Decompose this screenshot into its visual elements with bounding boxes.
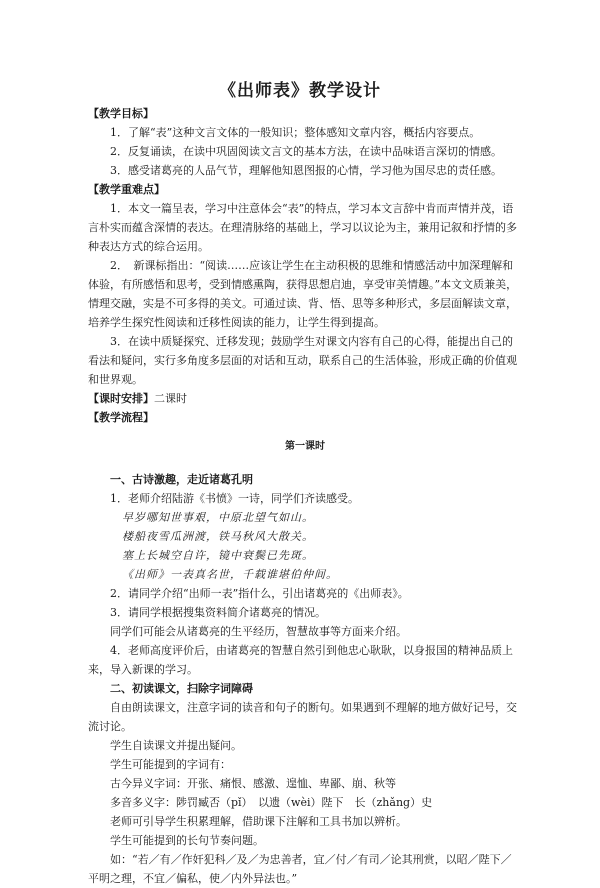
paragraph: 自由朗读课文，注意字词的读音和句子的断句。如果遇到不理解的地方做好记号，交流讨论。 [88, 701, 517, 733]
section-item: 3．请同学根据搜集资料简介诸葛亮的情况。 [110, 606, 326, 619]
goals-heading: 【教学目标】 [88, 107, 154, 120]
process-heading: 【教学流程】 [88, 411, 154, 424]
paragraph: 多音多义字：陟罚臧否（pǐ） 以遗（wèi）陛下 长（zhǎng）史 [110, 796, 433, 809]
section-item: 4．老师高度评价后，由诸葛亮的智慧自然引到他忠心耿耿，以身报国的精神品质上来，导入新课的学习。 [88, 644, 513, 676]
keypoint-item: 1．本文一篇呈表，学习中注意体会“表”的特点，学习本文言辞中肯而声情并茂，语言朴实而蕴含深情的表达。在理清脉络的基础上，学习以议论为主，兼用记叙和抒情的多种表达方式的综合运用。 [88, 202, 517, 253]
keypoint-item: 3．在读中质疑探究、迁移发现；鼓励学生对课文内容有自己的心得，能提出自己的看法和疑问，实行多角度多层面的对话和互动，联系自己的生活体验，形成正确的价值观和世界观。 [88, 335, 517, 386]
section-note: 同学们可能会从诸葛亮的生平经历，智慧故事等方面来介绍。 [110, 625, 407, 638]
page-title: 《出师表》教学设计 [219, 81, 381, 101]
goal-item: 3．感受诸葛亮的人品气节，理解他知恩图报的心情，学习他为国尽忠的责任感。 [110, 164, 502, 177]
goal-item: 1．了解“表”这种文言文体的一般知识；整体感知文章内容，概括内容要点。 [110, 126, 481, 139]
paragraph: 如：“若／有／作奸犯科／及／为忠善者，宜／付／有司／论其刑赏，以昭／陛下／平明之理，不宜／偏私，使／内外异法也。” [88, 853, 512, 885]
schedule-line [88, 389, 522, 408]
section-item: 1．老师介绍陆游《书愤》一诗，同学们齐读感受。 [110, 492, 359, 505]
schedule-value: 二课时 [154, 392, 187, 405]
goal-item: 2．反复诵读，在读中巩固阅读文言文的基本方法，在读中品味语言深切的情感。 [110, 145, 502, 158]
paragraph: 学生自读课文并提出疑问。 [110, 739, 242, 752]
section-heading: 一、古诗激趣，走近诸葛孔明 [110, 473, 253, 486]
paragraph: 老师可引导学生积累理解，借助课下注解和工具书加以辨析。 [110, 815, 407, 828]
keypoint-item: 2． 新课标指出：“阅读……应该让学生在主动积极的思维和情感活动中加深理解和体验，有所感悟和思考，受到情感熏陶，获得思想启迪，享受审美情趣。”本文文质兼美，情理交融，实是不可多得的美文。可通过读、背、悟、思等多种形式，多层面解读文章，培养学生探究性阅读和迁移性阅读的能力，让学生得到提高。 [88, 259, 518, 329]
paragraph: 学生可能提到的长句节奏问题。 [110, 834, 264, 847]
poem-line: 早岁哪知世事艰，中原北望气如山。 [122, 511, 314, 524]
keypoints-heading: 【教学重难点】 [88, 183, 165, 196]
poem-line: 楼船夜雪瓜洲渡，铁马秋风大散关。 [122, 530, 314, 543]
paragraph: 学生可能提到的字词有： [110, 758, 231, 771]
section-heading: 二、初读课文，扫除字词障碍 [110, 682, 253, 695]
document-body [88, 104, 522, 888]
schedule-heading: 【课时安排】 [88, 392, 154, 405]
poem-line: 《出师》一表真名世，千载谁堪伯仲间。 [122, 568, 338, 581]
paragraph: 古今异义字词：开张、痛恨、感激、遑恤、卑鄙、崩、秋等 [110, 777, 396, 790]
lesson-heading: 第一课时 [285, 441, 325, 452]
poem-line: 塞上长城空自许，镜中衰鬓已先斑。 [122, 549, 314, 562]
section-item: 2．请同学介绍“出师一表”指什么，引出诸葛亮的《出师表》。 [110, 587, 409, 600]
